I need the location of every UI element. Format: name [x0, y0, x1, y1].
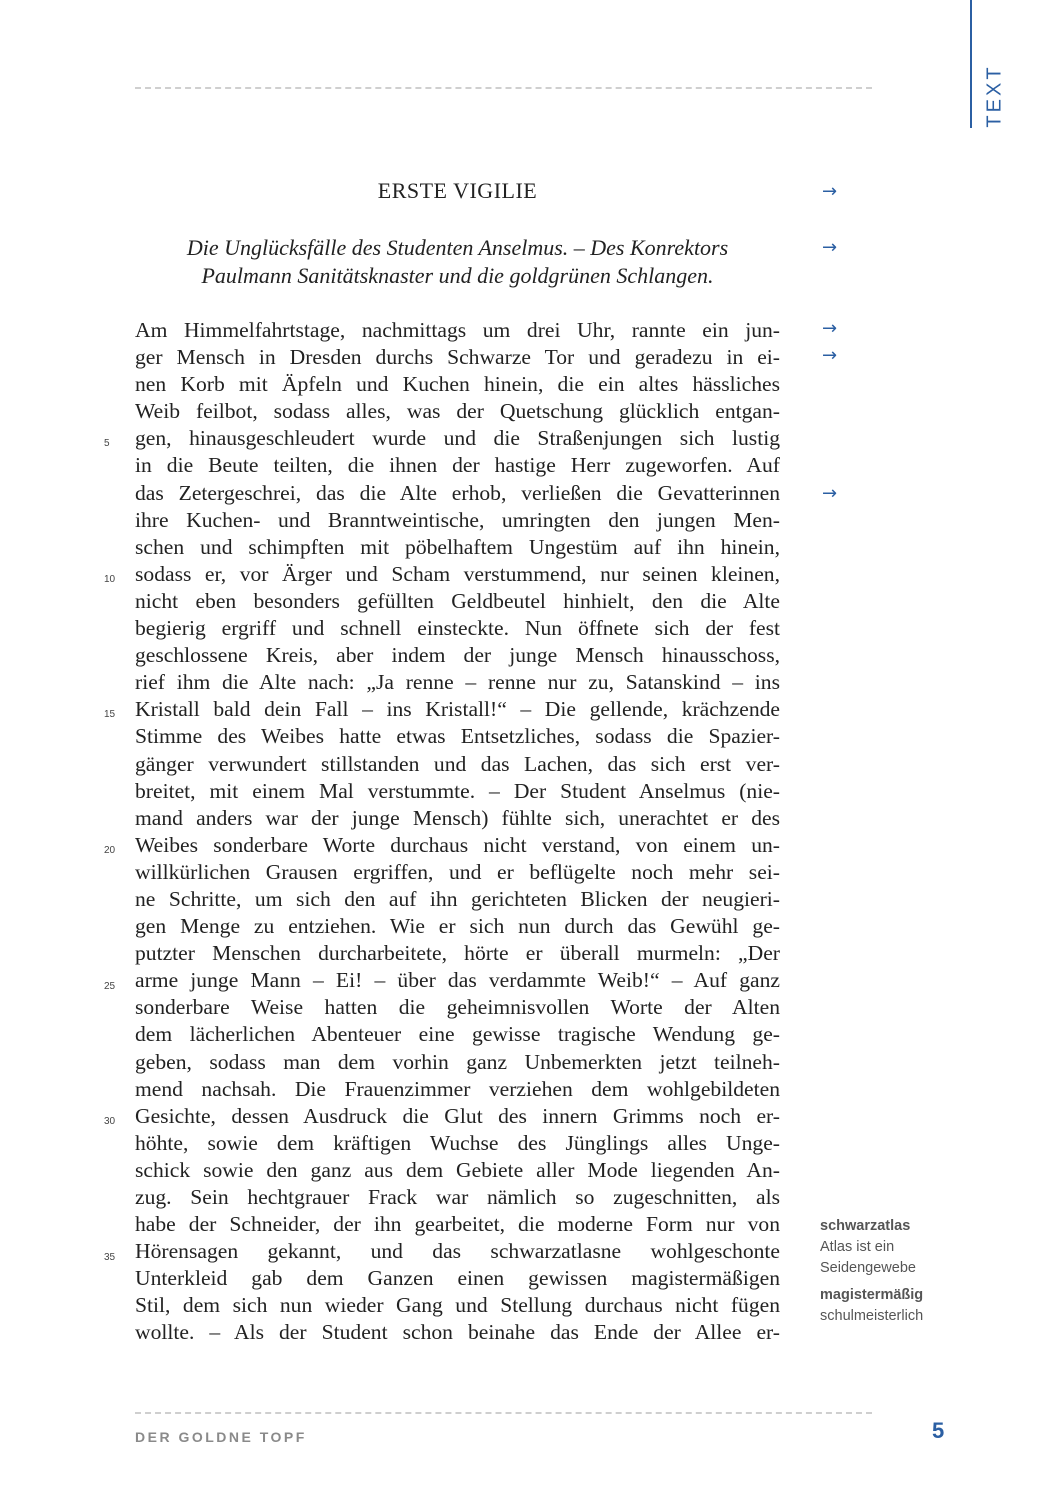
text-line: höhte, sowie dem kräftigen Wuchse des Jünglings alles Unge- — [135, 1130, 780, 1155]
page-number: 5 — [932, 1418, 945, 1443]
section-marker-rule — [970, 0, 972, 128]
text-line: Stil, dem sich nun wieder Gang und Stellung durchaus nicht fügen — [135, 1293, 780, 1318]
body-text — [135, 317, 780, 1347]
text-line: gen Menge zu entziehen. Wie er sich nun durch das Gewühl ge- — [135, 914, 780, 939]
line-number: 30 — [104, 1116, 116, 1127]
gloss-entry — [820, 1216, 916, 1279]
text-line: rief ihm die Alte nach: „Ja renne – renne nur zu, Satanskind – ins — [135, 670, 780, 695]
text-line: nen Korb mit Äpfeln und Kuchen hinein, die ein altes hässliches — [135, 372, 780, 397]
text-line: ger Mensch in Dresden durchs Schwarze Tor und geradezu in ei- — [135, 345, 780, 370]
footer-book-title: DER GOLDNE TOPF — [135, 1429, 307, 1445]
text-line: gänger verwundert stillstanden und das Lachen, das sich erst ver- — [135, 751, 780, 776]
top-dashed-divider — [135, 87, 872, 89]
text-line: geschlossene Kreis, aber indem der junge Mensch hinausschoss, — [135, 643, 780, 668]
chapter-title: ERSTE VIGILIE — [377, 178, 538, 203]
text-line: arme junge Mann – Ei! – über das verdammte Weib!“ – Auf ganz — [135, 968, 780, 993]
gloss-definition: Seidengewebe — [820, 1260, 916, 1276]
subtitle-line: Paulmann Sanitätsknaster und die goldgrünen Schlangen. — [201, 263, 714, 288]
text-line: Am Himmelfahrtstage, nachmittags um drei Uhr, rannte ein jun- — [135, 318, 780, 342]
text-line: gen, hinausgeschleudert wurde und die Straßenjungen sich lustig — [135, 426, 780, 451]
gloss-term: schwarzatlas — [820, 1218, 911, 1234]
arrow-right-icon[interactable]: → — [822, 483, 838, 504]
text-line: schen und schimpften mit pöbelhaftem Ungestüm auf ihn hinein, — [135, 534, 780, 559]
line-number: 10 — [104, 574, 116, 585]
arrow-right-icon[interactable]: → — [822, 345, 838, 366]
text-line: das Zetergeschrei, das die Alte erhob, verließen die Gevatterinnen — [135, 480, 780, 505]
text-line: Stimme des Weibes hatte etwas Entsetzliches, sodass die Spazier- — [135, 724, 780, 749]
text-line: wollte. – Als der Student schon beinahe das Ende der Allee er- — [135, 1320, 780, 1345]
line-number: 35 — [104, 1252, 116, 1263]
line-number: 15 — [104, 709, 116, 720]
section-label-text: TEXT — [983, 64, 1006, 128]
gloss-definition: schulmeisterlich — [820, 1308, 924, 1324]
text-line: in die Beute teilten, die ihnen der hastige Herr zugeworfen. Auf — [135, 453, 780, 478]
text-line: willkürlichen Grausen ergriffen, und er beflügelte noch mehr sei- — [135, 859, 780, 884]
text-line: dem lächerlichen Abenteuer eine gewisse tragische Wendung ge- — [135, 1022, 780, 1047]
gloss-definition: Atlas ist ein — [820, 1239, 895, 1255]
text-line: nicht eben besonders gefüllten Geldbeutel hinhielt, den die Alte — [135, 588, 780, 613]
arrow-right-icon[interactable]: → — [822, 318, 838, 339]
arrow-right-icon[interactable]: → — [822, 237, 838, 258]
text-line: Hörensagen gekannt, und das schwarzatlasne wohlgeschonte — [135, 1239, 780, 1264]
text-line: Weibes sonderbare Worte durchaus nicht verstand, von einem un- — [135, 832, 780, 857]
text-line: habe der Schneider, der ihn gearbeitet, die moderne Form nur von — [135, 1212, 780, 1237]
gloss-entry — [820, 1285, 923, 1327]
text-line: putzter Menschen durcharbeitete, hörte er überall murmeln: „Der — [135, 941, 780, 966]
text-line: Unterkleid gab dem Ganzen einen gewissen magistermäßigen — [135, 1266, 780, 1291]
text-line: Gesichte, dessen Ausdruck die Glut des innern Grimms noch er- — [135, 1103, 780, 1128]
line-number: 5 — [104, 438, 110, 449]
line-number: 20 — [104, 845, 116, 856]
text-line: geben, sodass man dem vorhin ganz Unbemerkten jetzt teilneh- — [135, 1049, 780, 1074]
gloss-term: magistermäßig — [820, 1287, 924, 1303]
text-line: breitet, mit einem Mal verstummte. – Der Student Anselmus (nie- — [135, 778, 780, 803]
text-line: zug. Sein hechtgrauer Frack war nämlich so zugeschnitten, als — [135, 1185, 780, 1209]
text-line: sodass er, vor Ärger und Scham verstummend, nur seinen kleinen, — [135, 561, 780, 586]
bottom-dashed-divider — [135, 1412, 872, 1414]
text-line: ihre Kuchen- und Branntweintische, umringten den jungen Men- — [135, 507, 780, 532]
section-label — [975, 60, 1015, 132]
text-line: mand anders war der junge Mensch) fühlte sich, unerachtet er des — [135, 805, 780, 830]
text-line: Weib feilbot, sodass alles, was der Quetschung glücklich entgan- — [135, 399, 780, 424]
chapter-subtitle — [135, 234, 780, 290]
text-line: schick sowie den ganz aus dem Gebiete aller Mode liegenden An- — [135, 1157, 780, 1182]
arrow-right-icon[interactable]: → — [822, 181, 838, 202]
text-line: sonderbare Weise hatten die geheimnisvollen Worte der Alten — [135, 995, 780, 1020]
text-line: mend nachsah. Die Frauenzimmer verziehen dem wohlgebildeten — [135, 1076, 780, 1101]
subtitle-line: Die Unglücksfälle des Studenten Anselmus. – Des Konrektors — [186, 235, 729, 260]
line-number: 25 — [104, 981, 116, 992]
text-line: ne Schritte, um sich den auf ihn gerichteten Blicken der neugieri- — [135, 886, 780, 911]
text-line: Kristall bald dein Fall – ins Kristall!“ – Die gellende, krächzende — [135, 697, 780, 722]
text-line: begierig ergriff und schnell einsteckte. Nun öffnete sich der fest — [135, 616, 780, 641]
